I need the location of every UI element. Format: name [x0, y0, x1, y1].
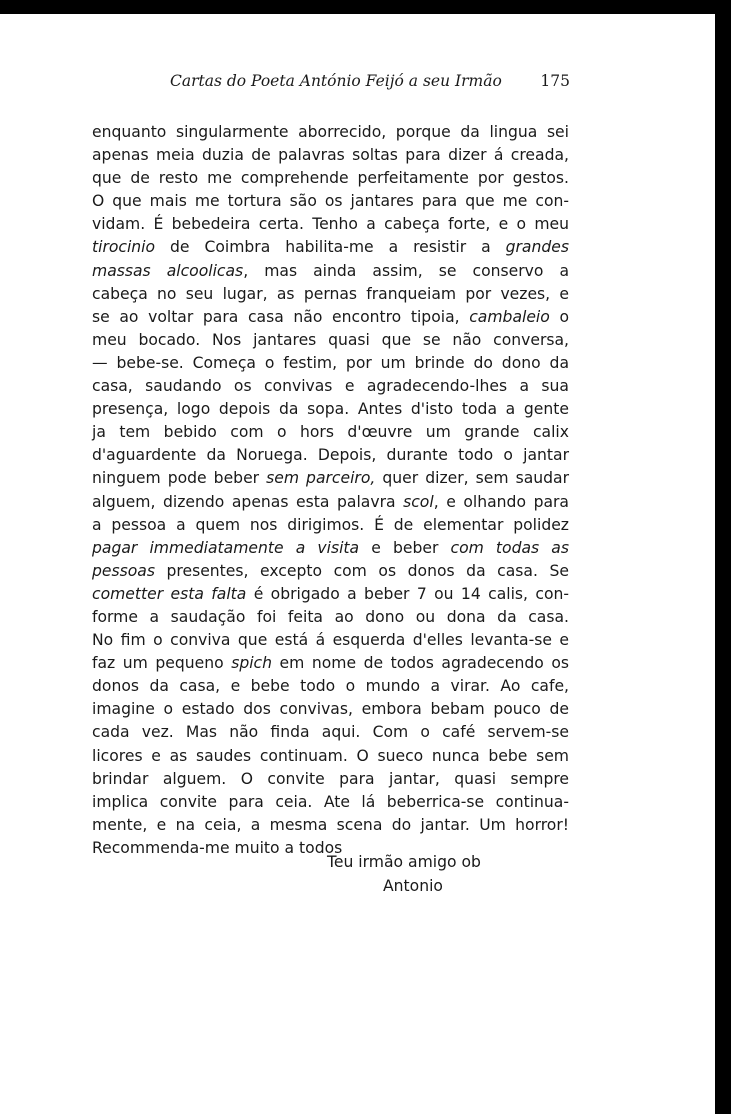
- text-line: [92, 236, 569, 259]
- text-fragment: quer dizer, sem saudar: [375, 469, 569, 488]
- text-fragment: em nome de todos agradecendo os: [272, 654, 569, 673]
- text-fragment: se ao voltar para casa não encontro tipoia,: [92, 307, 470, 326]
- italic-phrase: pessoas: [92, 561, 155, 580]
- text-line: implica convite para ceia. Ate lá beberrica-se continua-: [92, 792, 569, 811]
- text-line: [92, 652, 569, 675]
- signature-block: [300, 850, 540, 898]
- text-fragment: faz um pequeno: [92, 654, 232, 673]
- text-line: d'aguardente da Noruega. Depois, durante todo o jantar: [92, 446, 569, 465]
- text-fragment: presentes, excepto com os donos da casa. Se: [154, 561, 569, 580]
- text-line: presença, logo depois da sopa. Antes d'isto toda a gente: [92, 400, 569, 419]
- text-fragment: é obrigado a beber 7 ou 14 calis, con-: [246, 584, 570, 603]
- text-fragment: e beber: [359, 538, 451, 557]
- text-line: enquanto singularmente aborrecido, porque da lingua sei: [92, 123, 569, 141]
- text-line: brindar alguem. O convite para jantar, quasi sempre: [92, 769, 569, 788]
- text-line: forme a saudação foi feita ao dono ou dona da casa.: [92, 607, 569, 626]
- text-line: [92, 560, 569, 583]
- running-header: [170, 72, 570, 98]
- text-line: Recommenda-me muito a todos: [92, 838, 343, 857]
- italic-phrase: scol: [403, 492, 434, 511]
- text-line: [92, 537, 569, 560]
- page-number: 175: [540, 72, 570, 90]
- scan-border-right: [715, 0, 731, 1114]
- italic-phrase: spich: [231, 654, 273, 673]
- text-line: ja tem bebido com o hors d'œuvre um grande calix: [92, 423, 569, 442]
- text-line: imagine o estado dos convivas, embora bebam pouco de: [92, 700, 569, 719]
- italic-phrase: com todas as: [450, 538, 569, 557]
- closing-line: Teu irmão amigo ob: [327, 853, 481, 871]
- italic-phrase: cambaleio: [469, 307, 550, 326]
- text-line: apenas meia duzia de palavras soltas para dizer á creada,: [92, 146, 569, 165]
- text-line: — bebe-se. Começa o festim, por um brinde do dono da: [92, 353, 569, 372]
- text-line: a pessoa a quem nos dirigimos. É de elementar polidez: [92, 515, 569, 534]
- text-line: vidam. É bebedeira certa. Tenho a cabeça forte, e o meu: [92, 215, 569, 234]
- text-fragment: o: [549, 307, 569, 326]
- text-line: que de resto me comprehende perfeitamente por gestos.: [92, 169, 569, 188]
- text-line: cabeça no seu lugar, as pernas franqueiam por vezes, e: [92, 284, 569, 303]
- italic-phrase: tirocinio: [92, 238, 156, 257]
- italic-phrase: grandes: [505, 238, 569, 257]
- text-line: O que mais me tortura são os jantares para que me con-: [92, 192, 569, 211]
- text-line: casa, saudando os convivas e agradecendo-lhes a sua: [92, 377, 569, 396]
- text-fragment: , mas ainda assim, se conservo a: [243, 261, 569, 280]
- text-line: licores e as saudes continuam. O sueco nunca bebe sem: [92, 746, 569, 765]
- text-fragment: ninguem pode beber: [92, 469, 267, 488]
- scan-border-top: [0, 0, 731, 14]
- text-fragment: de Coimbra habilita-me a resistir a: [155, 238, 506, 257]
- text-line: [92, 583, 569, 606]
- text-line: [92, 260, 569, 283]
- text-line: donos da casa, e bebe todo o mundo a virar. Ao cafe,: [92, 677, 569, 696]
- running-title: Cartas do Poeta António Feijó a seu Irmão: [170, 72, 502, 90]
- text-fragment: , e olhando para: [433, 492, 569, 511]
- signature-name: Antonio: [383, 877, 443, 895]
- italic-phrase: massas alcoolicas: [92, 261, 244, 280]
- italic-phrase: sem parceiro,: [266, 469, 376, 488]
- text-line: mente, e na ceia, a mesma scena do jantar. Um horror!: [92, 815, 569, 834]
- text-line: [92, 491, 569, 514]
- text-line: cada vez. Mas não finda aqui. Com o café servem-se: [92, 723, 569, 742]
- text-line: meu bocado. Nos jantares quasi que se não conversa,: [92, 330, 569, 349]
- text-fragment: alguem, dizendo apenas esta palavra: [92, 492, 404, 511]
- text-line: [92, 467, 569, 490]
- letter-body: [92, 121, 569, 860]
- text-line: [92, 306, 569, 329]
- italic-phrase: cometter esta falta: [92, 584, 247, 603]
- text-line: No fim o conviva que está á esquerda d'elles levanta-se e: [92, 631, 569, 650]
- italic-phrase: pagar immediatamente a visita: [92, 538, 360, 557]
